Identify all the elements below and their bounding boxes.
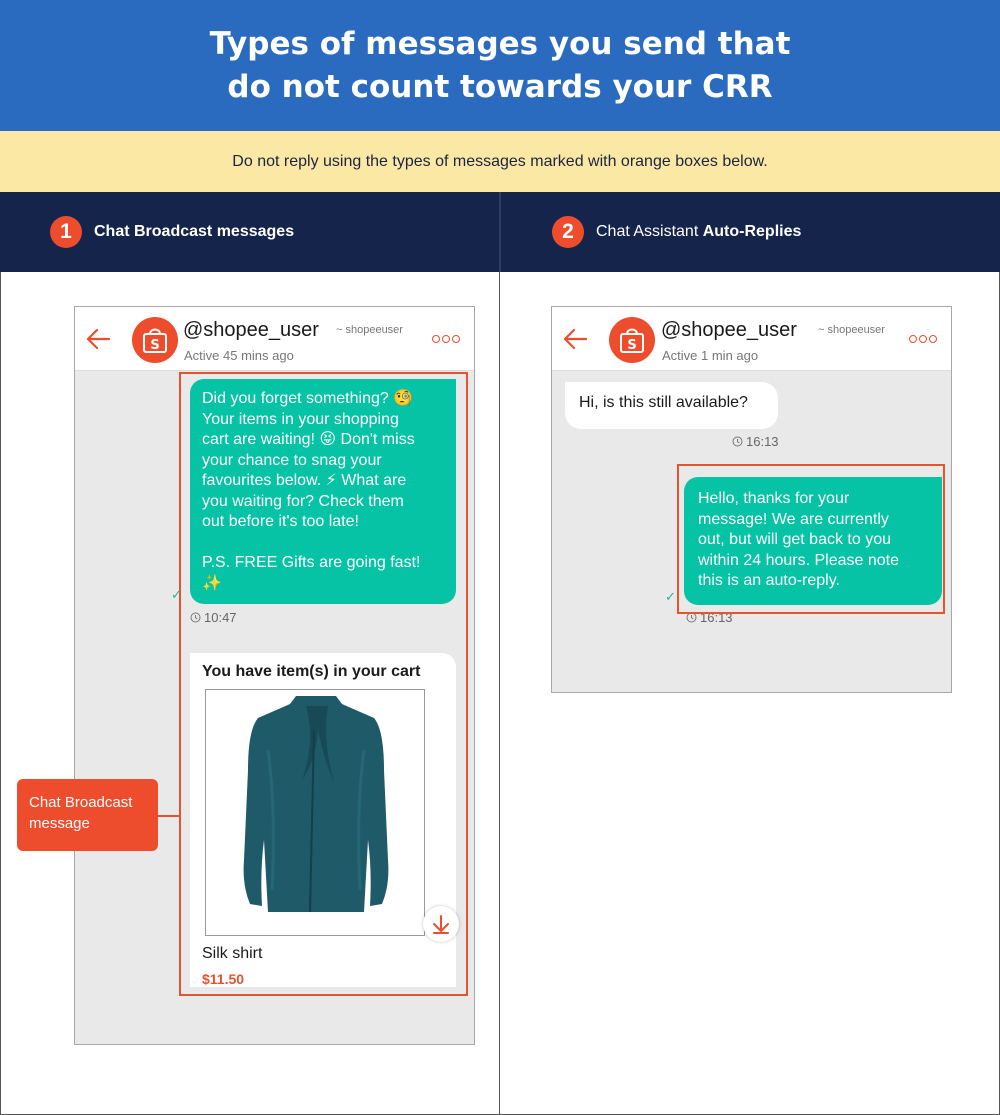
product-name: Silk shirt — [202, 945, 263, 962]
reply-line: out, but will get back to you — [698, 531, 891, 548]
check-icon: ✓ — [171, 587, 182, 602]
message-line: cart are waiting! 😝 Don't miss — [202, 431, 415, 448]
reply-line: within 24 hours. Please note — [698, 551, 900, 569]
section-2-heading — [552, 216, 801, 248]
section-2-label-bold: Auto-Replies — [702, 223, 802, 240]
message-time: 10:47 — [204, 610, 237, 625]
message-line: out before it's too late! — [202, 513, 359, 530]
chat-username: @shopee_user — [183, 319, 319, 341]
reply-line: Hello, thanks for your — [698, 490, 850, 507]
reply-line: message! We are currently — [698, 510, 889, 528]
panel-divider — [499, 272, 500, 1115]
shopee-bag-icon — [620, 326, 644, 354]
message-line: P.S. FREE Gifts are going fast! — [202, 554, 421, 571]
section-1-heading — [50, 216, 294, 248]
more-dots-icon[interactable] — [432, 335, 460, 343]
avatar — [609, 317, 655, 363]
chat-handle: ~ shopeeuser — [336, 324, 403, 336]
product-price: $11.50 — [202, 971, 245, 987]
svg-text:S: S — [627, 338, 637, 353]
page-header — [0, 0, 1000, 131]
page-title: Types of messages you send that do not count towards your CRR — [209, 25, 791, 105]
message-line: your chance to snag your — [202, 451, 382, 469]
section-2-number: 2 — [552, 216, 584, 248]
autoreply-highlight-box — [677, 464, 945, 614]
section-1-label: Chat Broadcast messages — [94, 223, 295, 240]
message-line: ✨ — [202, 574, 222, 592]
chat-header — [552, 307, 951, 371]
more-dots-icon[interactable] — [909, 335, 937, 343]
chat-status: Active 45 mins ago — [184, 348, 294, 363]
chat-handle: ~ shopeeuser — [818, 324, 885, 336]
check-icon: ✓ — [665, 589, 676, 604]
broadcast-highlight-box — [179, 372, 468, 996]
chat-username: @shopee_user — [661, 319, 797, 341]
broadcast-callout: Chat Broadcast message — [17, 779, 158, 851]
section-2-label-plain: Chat Assistant — [596, 223, 703, 240]
message-line: Your items in your shopping — [202, 410, 399, 428]
back-arrow-icon[interactable] — [85, 327, 111, 351]
message-line: you waiting for? Check them — [202, 492, 404, 510]
incoming-timestamp — [732, 434, 779, 449]
message-line: Did you forget something? 🧐 — [202, 390, 414, 407]
shopee-bag-icon — [143, 326, 167, 354]
callout-connector — [158, 815, 179, 817]
card-title: You have item(s) in your cart — [202, 663, 421, 680]
chat-status: Active 1 min ago — [662, 348, 759, 363]
notice-banner — [0, 131, 1000, 192]
reply-line: this is an auto-reply. — [698, 572, 840, 589]
band-divider — [499, 192, 501, 272]
message-line: favourites below. ⚡ What are — [202, 472, 407, 489]
notice-text: Do not reply using the types of messages marked with orange boxes below. — [232, 152, 768, 170]
clock-icon — [732, 436, 743, 447]
avatar — [132, 317, 178, 363]
incoming-message-bubble: Hi, is this still available? — [565, 382, 778, 429]
incoming-time: 16:13 — [746, 434, 779, 449]
chat-header — [75, 307, 474, 371]
reply-time: 16:13 — [700, 610, 733, 625]
section-band — [0, 192, 1000, 272]
svg-text:S: S — [150, 338, 160, 353]
back-arrow-icon[interactable] — [562, 327, 588, 351]
section-1-number: 1 — [50, 216, 82, 248]
